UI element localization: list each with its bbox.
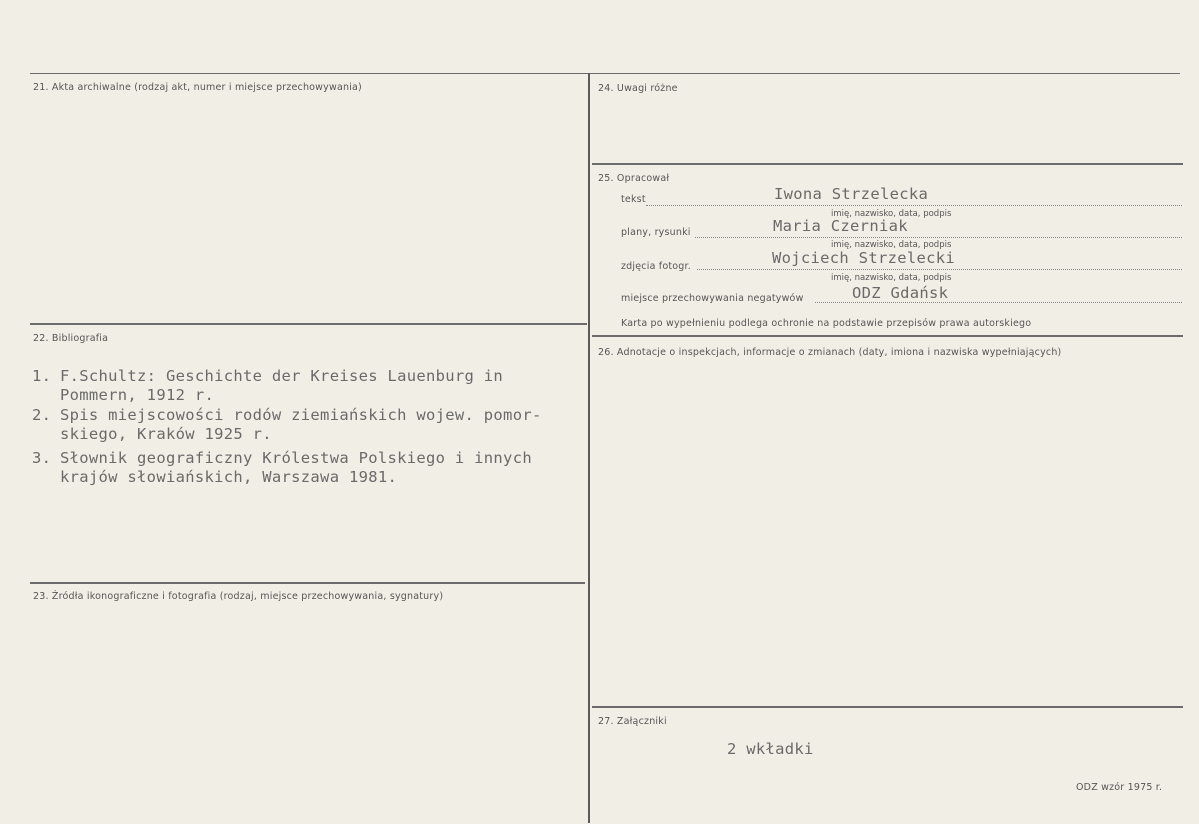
zdjecia-label: zdjęcia fotogr.	[621, 261, 691, 272]
negatywy-label: miejsce przechowywania negatywów	[621, 293, 804, 304]
copyright-note: Karta po wypełnieniu podlega ochronie na podstawie przepisów prawa autorskiego	[621, 318, 1032, 329]
tekst-label: tekst	[621, 194, 646, 205]
zdjecia-line	[697, 269, 1182, 270]
section-23-label: 23. Źródła ikonograficzne i fotografia (rodzaj, miejsce przechowywania, sygnatury)	[33, 591, 444, 602]
negatywy-line	[815, 302, 1182, 303]
plany-label: plany, rysunki	[621, 227, 691, 238]
bibliography-text: F.Schultz: Geschichte der Kreises Lauenburg in Pommern, 1912 r.	[60, 367, 504, 404]
divider-21-22	[30, 323, 587, 325]
zdjecia-hint: imię, nazwisko, data, podpis	[831, 273, 952, 283]
section-24-label: 24. Uwagi różne	[598, 83, 678, 94]
plany-hint: imię, nazwisko, data, podpis	[831, 240, 952, 250]
divider-24-25	[592, 163, 1183, 165]
section-27-label: 27. Załączniki	[598, 716, 667, 727]
section-25-label: 25. Opracował	[598, 173, 670, 184]
divider-25-26	[592, 335, 1183, 337]
attachments-value: 2 wkładki	[727, 740, 814, 758]
center-divider	[588, 73, 590, 823]
tekst-hint: imię, nazwisko, data, podpis	[831, 209, 952, 219]
section-21-label: 21. Akta archiwalne (rodzaj akt, numer i miejsce przechowywania)	[33, 82, 362, 93]
section-26-label: 26. Adnotacje o inspekcjach, informacje o zmianach (daty, imiona i nazwiska wypełniających)	[598, 347, 1062, 358]
divider-26-27	[592, 706, 1183, 708]
divider-22-23	[30, 582, 585, 584]
top-border	[30, 73, 1180, 74]
negatywy-value: ODZ Gdańsk	[852, 284, 949, 302]
bibliography-number: 2.	[32, 406, 52, 424]
bibliography-text: Słownik geograficzny Królestwa Polskiego i innych krajów słowiańskich, Warszawa 1981.	[60, 449, 532, 486]
plany-line	[695, 237, 1182, 238]
bibliography-number: 1.	[32, 367, 52, 385]
plany-value: Maria Czerniak	[773, 217, 908, 235]
tekst-line	[646, 205, 1182, 206]
section-22-label: 22. Bibliografia	[33, 333, 109, 344]
zdjecia-value: Wojciech Strzelecki	[772, 249, 956, 267]
bibliography-text: Spis miejscowości rodów ziemiańskich wojew. pomor- skiego, Kraków 1925 r.	[60, 406, 542, 443]
form-code: ODZ wzór 1975 r.	[1076, 782, 1163, 793]
bibliography-number: 3.	[32, 449, 52, 467]
tekst-value: Iwona Strzelecka	[774, 185, 929, 203]
